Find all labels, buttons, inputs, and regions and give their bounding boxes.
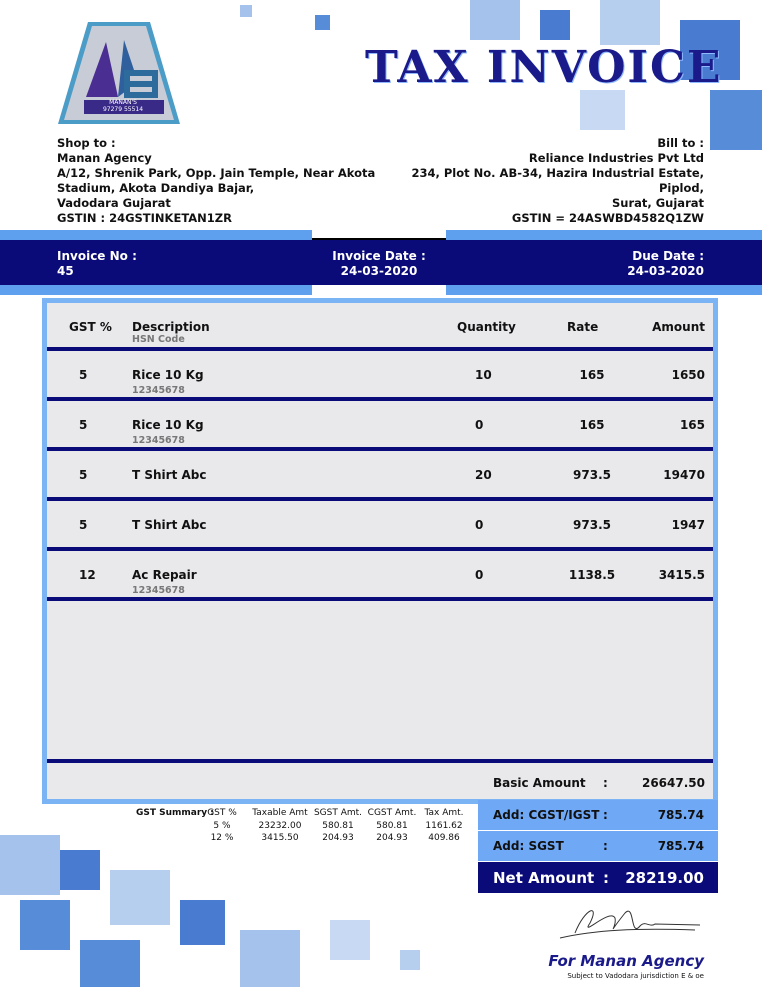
header-gst: GST %	[69, 320, 112, 334]
cell-amount: 1947	[671, 518, 705, 532]
shop-address: Vadodara Gujarat	[57, 196, 171, 210]
shop-gstin: GSTIN : 24GSTINKETAN1ZR	[57, 211, 232, 225]
shop-address: Stadium, Akota Dandiya Bajar,	[57, 181, 255, 195]
gst-summary-header: SGST Amt.	[313, 808, 363, 818]
net-amount-row	[478, 862, 718, 893]
cell-description: Rice 10 Kg	[132, 418, 204, 432]
gst-summary-cell: 5 %	[213, 821, 231, 831]
cell-description: Rice 10 Kg	[132, 368, 204, 382]
header-amount: Amount	[652, 320, 705, 334]
basic-amount: 26647.50	[641, 776, 705, 790]
table-bottom-divider	[47, 759, 713, 763]
gst-summary-cell: 580.81	[376, 821, 408, 831]
net-amount: 28219.00	[625, 869, 704, 887]
cell-hsn: 12345678	[132, 435, 185, 446]
logo-phone: 97279 55514	[102, 106, 144, 113]
gst-summary-cell: 3415.50	[261, 833, 299, 843]
row-divider	[47, 597, 713, 601]
cgst-label: Add: CGST/IGST	[493, 808, 600, 822]
net-amount-label: Net Amount	[493, 869, 595, 887]
bill-gstin: GSTIN = 24ASWBD4582Q1ZW	[511, 211, 704, 225]
header-quantity: Quantity	[457, 320, 516, 334]
due-date-label: Due Date :	[632, 249, 704, 263]
invoice-no: 45	[57, 264, 74, 278]
logo-name: MANAN'S	[109, 99, 137, 106]
cell-hsn: 12345678	[132, 585, 185, 596]
colon: :	[603, 776, 608, 790]
for-company: For Manan Agency	[548, 952, 704, 970]
cell-rate: 973.5	[573, 518, 611, 532]
cell-amount: 165	[679, 418, 705, 432]
cell-amount: 3415.5	[658, 568, 705, 582]
bill-address: Surat, Gujarat	[611, 196, 704, 210]
gst-summary-cell: 23232.00	[258, 821, 302, 831]
table-row	[47, 501, 713, 547]
cell-quantity: 20	[475, 468, 492, 482]
gst-summary-header: Tax Amt.	[424, 808, 464, 818]
cell-rate: 165	[579, 368, 605, 382]
bill-to-label: Bill to :	[657, 136, 704, 150]
cell-gst: 5	[79, 518, 88, 532]
cell-quantity: 10	[475, 368, 492, 382]
table-row	[47, 401, 713, 447]
sgst-row	[478, 831, 718, 861]
shop-name: Manan Agency	[57, 151, 152, 165]
cell-amount: 1650	[671, 368, 705, 382]
header-hsn: HSN Code	[132, 334, 185, 345]
cell-description: T Shirt Abc	[132, 468, 207, 482]
bill-address: Piplod,	[658, 181, 704, 195]
colon: :	[603, 869, 609, 887]
shop-to-label: Shop to :	[57, 136, 116, 150]
company-logo	[58, 22, 180, 124]
gst-summary-label: GST Summary :	[136, 808, 214, 818]
cell-gst: 12	[79, 568, 96, 582]
cell-gst: 5	[79, 368, 88, 382]
jurisdiction-note: Subject to Vadodara jurisdiction E & oe	[567, 972, 704, 980]
cell-rate: 1138.5	[568, 568, 616, 582]
cell-description: Ac Repair	[132, 568, 197, 582]
invoice-no-label: Invoice No :	[57, 249, 137, 263]
cell-rate: 165	[579, 418, 605, 432]
colon: :	[603, 808, 608, 822]
cgst-row	[478, 800, 718, 830]
gst-summary-cell: 580.81	[322, 821, 354, 831]
gst-summary-cell: 409.86	[428, 833, 460, 843]
shop-to	[57, 136, 375, 226]
document-title: TAX INVOICE	[365, 42, 723, 93]
header-description: Description	[132, 320, 210, 334]
gst-summary-cell: 204.93	[376, 833, 408, 843]
cell-amount: 19470	[663, 468, 705, 482]
cell-hsn: 12345678	[132, 385, 185, 396]
bill-name: Reliance Industries Pvt Ltd	[528, 151, 704, 165]
gst-summary-header: CGST Amt.	[367, 808, 417, 818]
gst-summary-header: Taxable Amt	[252, 808, 308, 818]
gst-summary-header: GST %	[207, 808, 237, 818]
signature	[555, 898, 705, 950]
gst-summary-cell: 1161.62	[425, 821, 463, 831]
table-row	[47, 451, 713, 497]
basic-amount-label: Basic Amount	[493, 776, 586, 790]
colon: :	[603, 839, 608, 853]
bill-to	[412, 136, 705, 226]
cell-rate: 973.5	[573, 468, 611, 482]
header-rate: Rate	[567, 320, 599, 334]
cell-gst: 5	[79, 418, 88, 432]
cell-quantity: 0	[475, 568, 484, 582]
gst-summary-cell: 204.93	[322, 833, 354, 843]
gst-summary-cell: 12 %	[210, 833, 234, 843]
due-date: 24-03-2020	[627, 264, 704, 278]
sgst-label: Add: SGST	[493, 839, 564, 853]
cell-description: T Shirt Abc	[132, 518, 207, 532]
table-row	[47, 351, 713, 397]
shop-address: A/12, Shrenik Park, Opp. Jain Temple, Near Akota	[57, 166, 376, 180]
cell-gst: 5	[79, 468, 88, 482]
bill-address: 234, Plot No. AB-34, Hazira Industrial Estate,	[411, 166, 704, 180]
cell-quantity: 0	[475, 518, 484, 532]
cell-quantity: 0	[475, 418, 484, 432]
sgst-amount: 785.74	[657, 839, 704, 853]
invoice-date-label: Invoice Date :	[332, 249, 426, 263]
cgst-amount: 785.74	[657, 808, 704, 822]
table-row	[47, 551, 713, 597]
invoice-date: 24-03-2020	[340, 264, 418, 278]
items-table	[42, 298, 718, 804]
